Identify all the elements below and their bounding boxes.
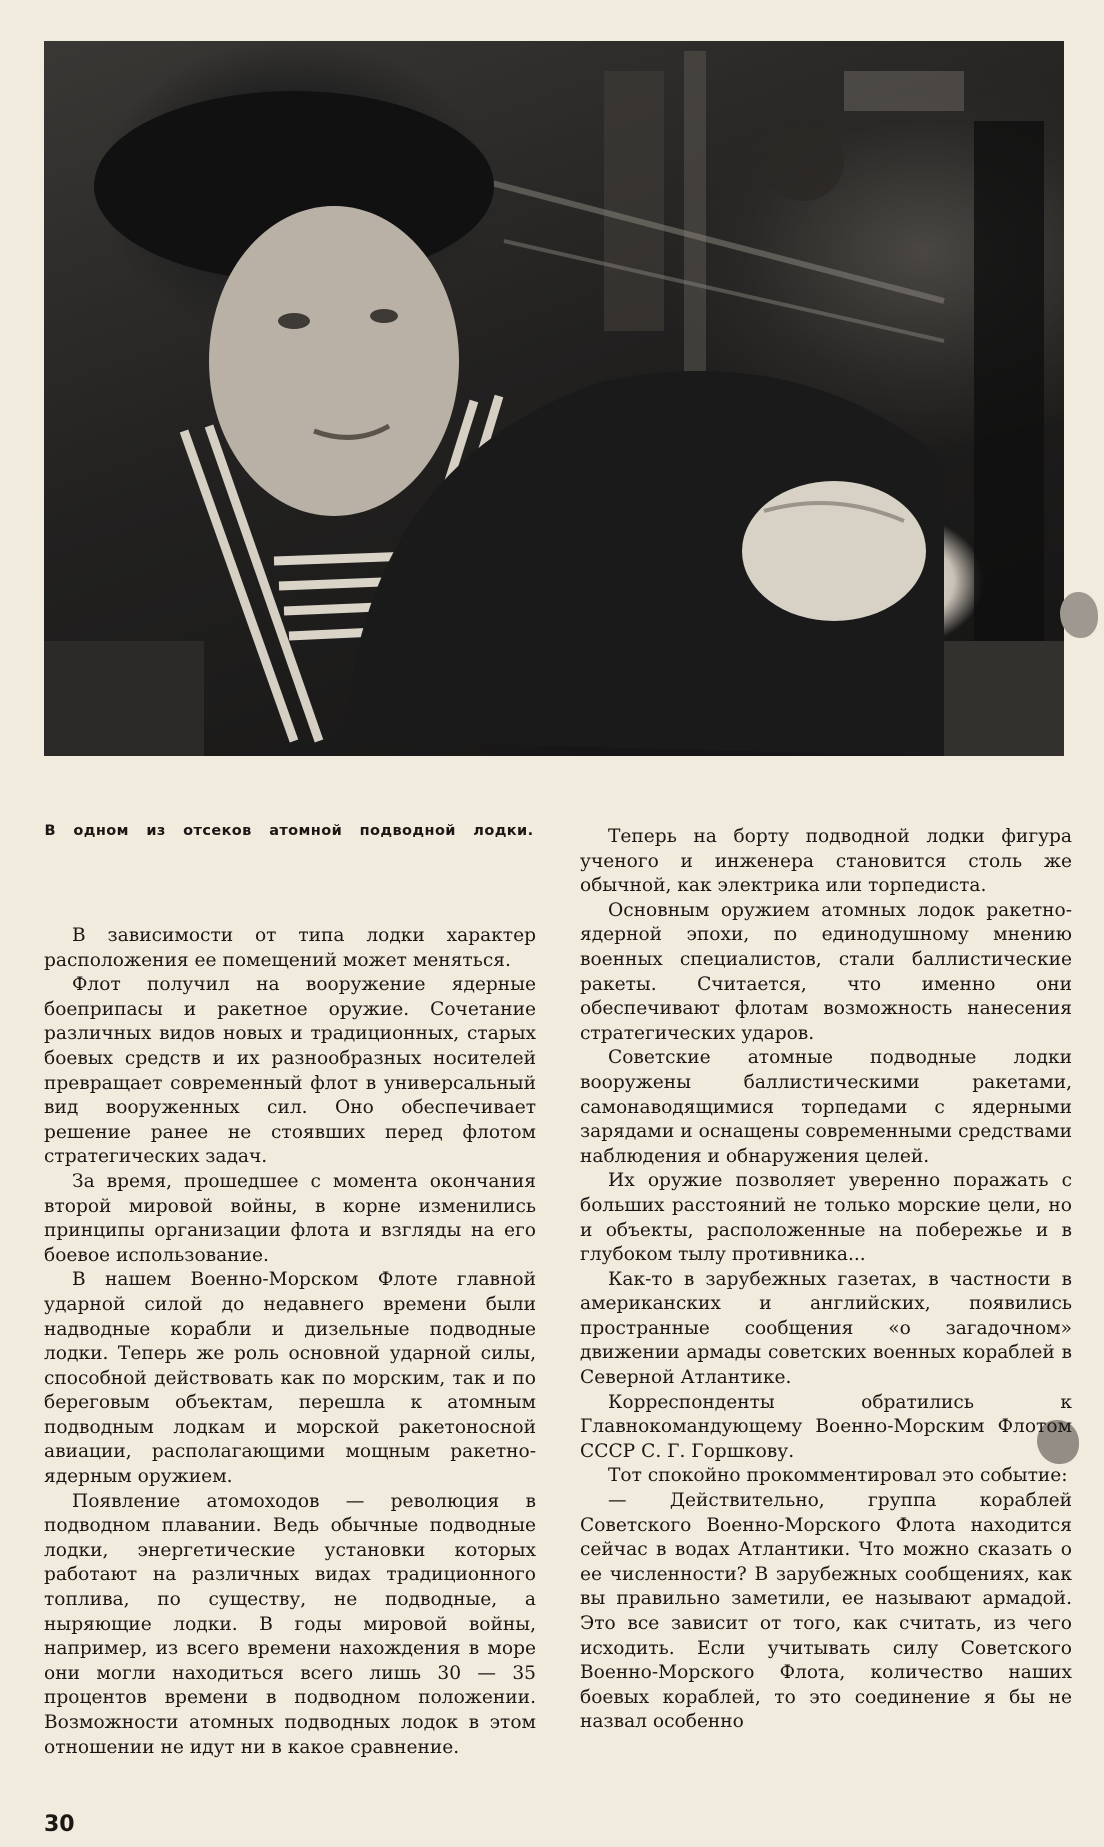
page-number: 30 xyxy=(44,1812,75,1837)
photo-illustration xyxy=(44,41,1064,756)
paragraph: Их оружие позволяет уверенно поражать с больших расстояний не только морские цели, но и объекты, расположенные на побережье и в глубоком тылу противника... xyxy=(580,1170,1072,1266)
paragraph: За время, прошедшее с момента окончания второй мировой войны, в корне изменились принципы организации флота и взгляды на его боевое использование. xyxy=(44,1170,536,1266)
submarine-compartment-photo xyxy=(44,41,1064,756)
text-column-right xyxy=(580,825,1072,1735)
paragraph: Советские атомные подводные лодки вооружены баллистическими ракетами, самонаводящимися торпедами с ядерными зарядами и оснащены современными средствами наблюдения и обнаружения целей. xyxy=(580,1047,1072,1167)
text-column-left xyxy=(44,924,536,1760)
paragraph: Теперь на борту подводной лодки фигура ученого и инженера становится столь же обычной, как электрика или торпедиста. xyxy=(580,826,1072,897)
paragraph: Как-то в зарубежных газетах, в частности в американских и английских, появились пространные сообщения «о загадочном» движении армады советских военных кораблей в Северной Атлантике. xyxy=(580,1268,1072,1389)
paragraph: Основным оружием атомных лодок ракетно-ядерной эпохи, по единодушному мнению военных специалистов, стали баллистические ракеты. Считается, что именно они обеспечивают флотам возможность нанесения стратегических ударов. xyxy=(580,899,1072,1044)
paragraph: Тот спокойно прокомментировал это событие: xyxy=(608,1465,1068,1487)
paragraph: Корреспонденты обратились к Главнокомандующему Военно-Морским Флотом СССР С. Г. Горшкову. xyxy=(580,1391,1072,1462)
paragraph: Флот получил на вооружение ядерные боеприпасы и ракетное оружие. Сочетание различных видов новых и традиционных, старых боевых средств и их разнообразных носителей превращает современный флот в универсальный вид вооруженных сил. Оно обеспечивает решение ранее не стоявших перед флотом стратегических задач. xyxy=(44,974,536,1168)
paper-stain xyxy=(1060,592,1098,638)
paragraph: — Действительно, группа кораблей Советского Военно-Морского Флота находится сейчас в водах Атлантики. Что можно сказать о ее численности? В зарубежных сообщениях, как вы правильно заметили, ее называют армадой. Это все зависит от того, как считать, из чего исходить. Если учитывать силу Советского Военно-Морского Флота, количество наших боевых кораблей, то это соединение я бы не назвал особенно xyxy=(580,1490,1072,1733)
photo-caption: В одном из отсеков атомной подводной лодки. xyxy=(44,823,534,839)
paragraph: В зависимости от типа лодки характер расположения ее помещений может меняться. xyxy=(44,925,536,971)
paragraph: Появление атомоходов — революция в подводном плавании. Ведь обычные подводные лодки, энергетические установки которых работают на различных видах традиционного топлива, по существу, не подводные, а ныряющие лодки. В годы мировой войны, например, из всего времени нахождения в море они могли находиться всего лишь 30 — 35 процентов времени в подводном положении. Возможности атомных подводных лодок в этом отношении не идут ни в какое сравнение. xyxy=(44,1490,536,1758)
paragraph: В нашем Военно-Морском Флоте главной ударной силой до недавнего времени были надводные корабли и дизельные подводные лодки. Теперь же роль основной ударной силы, способной действовать как по морским, так и по береговым объектам, перешла к атомным подводным лодкам и морской ракетоносной авиации, располагающими мощным ракетно-ядерным оружием. xyxy=(44,1269,536,1488)
